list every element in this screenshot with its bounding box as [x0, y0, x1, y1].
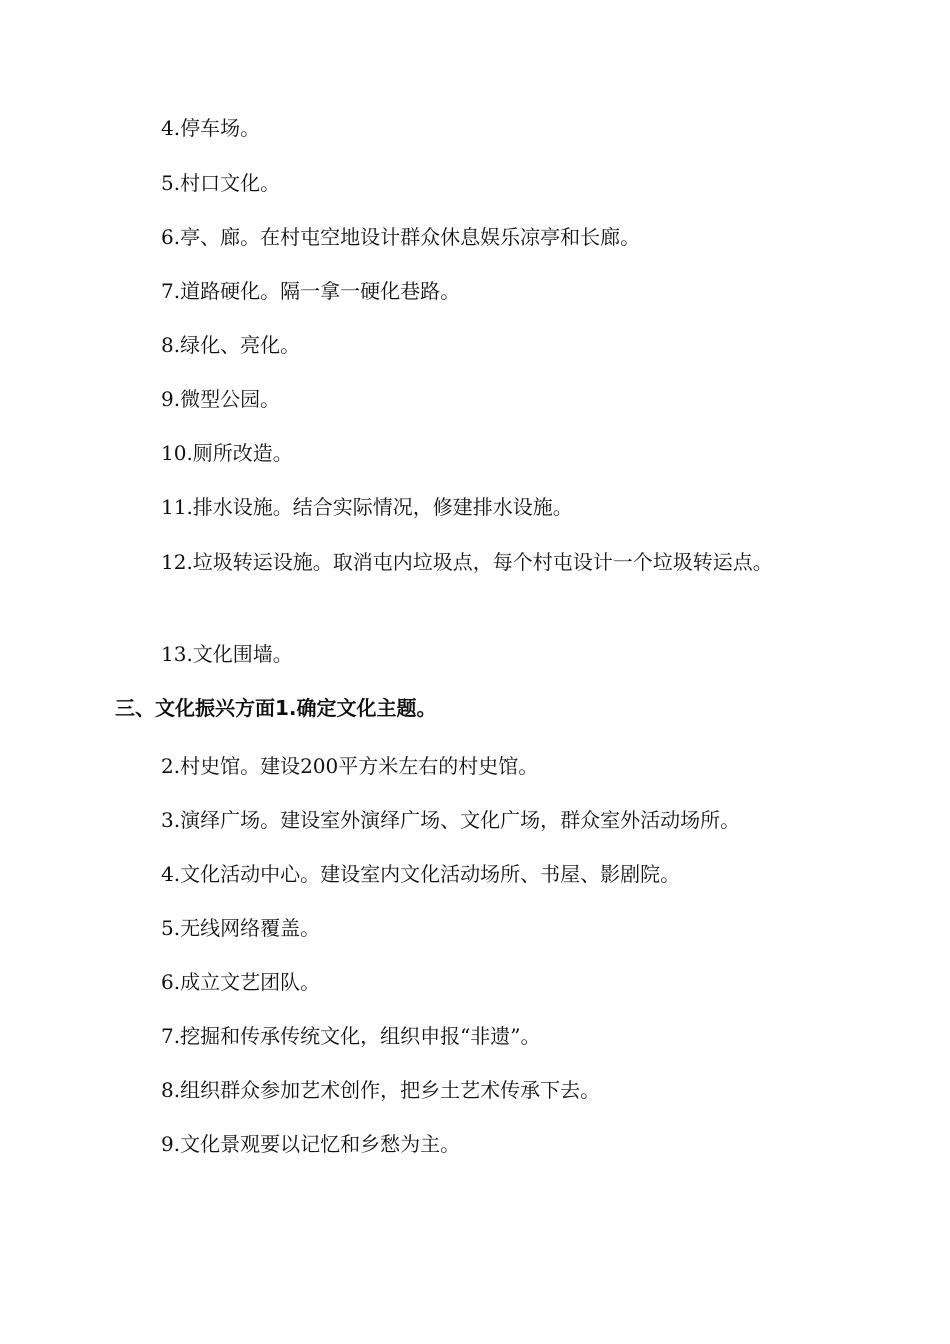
list-item: 13.文化围墙。 — [161, 642, 293, 666]
list-item: 12.垃圾转运设施。取消屯内垃圾点，每个村屯设计一个垃圾转运点。 — [161, 550, 773, 574]
list-item: 4.文化活动中心。建设室内文化活动场所、书屋、影剧院。 — [161, 862, 681, 886]
list-item: 3.演绎广场。建设室外演绎广场、文化广场，群众室外活动场所。 — [161, 808, 741, 832]
list-item: 8.组织群众参加艺术创作，把乡土艺术传承下去。 — [161, 1078, 601, 1102]
list-item: 2.村史馆。建设200平方米左右的村史馆。 — [161, 754, 539, 778]
list-item: 5.无线网络覆盖。 — [161, 916, 321, 940]
list-item: 7.道路硬化。隔一拿一硬化巷路。 — [161, 279, 461, 303]
list-item: 6.成立文艺团队。 — [161, 970, 321, 994]
list-item: 9.微型公园。 — [161, 387, 281, 411]
section-heading: 三、文化振兴方面1.确定文化主题。 — [115, 696, 437, 720]
list-item: 7.挖掘和传承传统文化，组织申报“非遗”。 — [161, 1024, 541, 1048]
list-item: 6.亭、廊。在村屯空地设计群众休息娱乐凉亭和长廊。 — [161, 225, 641, 249]
list-item: 10.厕所改造。 — [161, 441, 293, 465]
list-item: 4.停车场。 — [161, 116, 261, 140]
list-item: 5.村口文化。 — [161, 171, 281, 195]
list-item: 8.绿化、亮化。 — [161, 333, 301, 357]
list-item: 9.文化景观要以记忆和乡愁为主。 — [161, 1132, 461, 1156]
list-item: 11.排水设施。结合实际情况，修建排水设施。 — [161, 495, 573, 519]
